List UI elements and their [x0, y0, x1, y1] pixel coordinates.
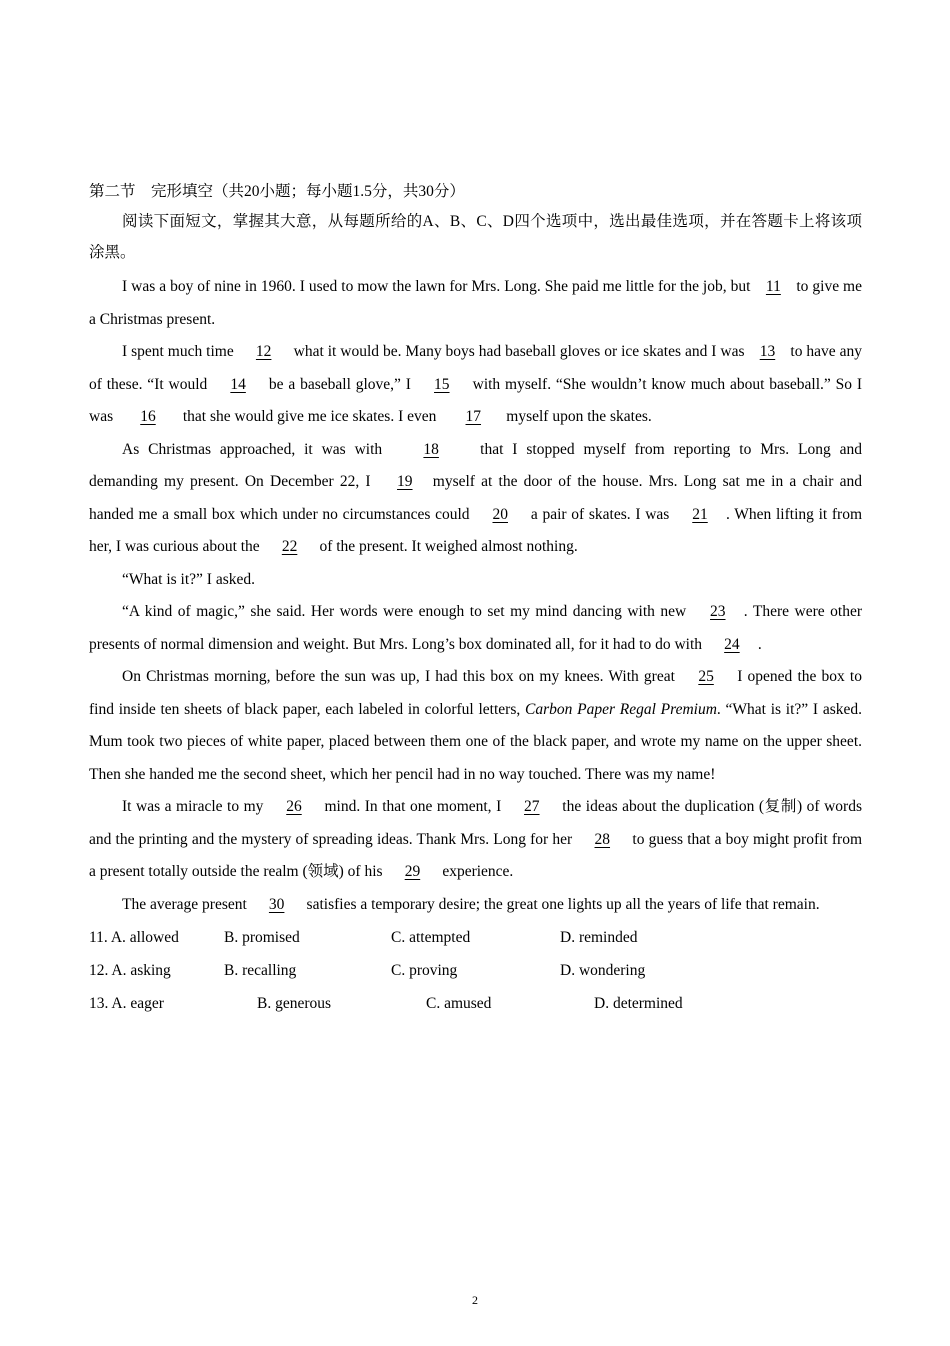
option-a: 11. A. allowed: [89, 929, 179, 946]
option-c: C. amused: [426, 995, 492, 1012]
question-options: [89, 921, 862, 1020]
text: myself upon the skates.: [506, 408, 652, 425]
blank-23: 23: [710, 603, 726, 620]
option-b: B. recalling: [224, 962, 297, 979]
blank-29: 29: [404, 863, 421, 880]
blank-28: 28: [594, 830, 611, 848]
text: “A kind of magic,” she said. Her words were enough to set my mind dancing with new: [122, 603, 692, 620]
text: On Christmas morning, before the sun was up, I had this box on my knees. With great: [122, 668, 681, 685]
text: that she would give me ice skates. I even: [178, 408, 441, 425]
blank-22: 22: [281, 538, 298, 555]
text: the ideas about the duplication (复制) of words and the printing and the mystery of spreading ideas. Thank Mrs. Long for her: [89, 798, 862, 848]
blank-13: 13: [759, 343, 776, 360]
page-number: 2: [472, 1293, 478, 1307]
question-13: [89, 987, 862, 1020]
passage-paragraph-6: [89, 661, 862, 791]
text: .: [757, 635, 762, 653]
blank-15: 15: [434, 375, 450, 393]
text: . There were other presents of normal dimension and weight. But Mrs. Long’s box dominated all, for it had to do with: [89, 603, 862, 653]
passage-paragraph-8: [89, 889, 862, 922]
text: of the present. It weighed almost nothing.: [315, 538, 578, 555]
option-d: D. wondering: [560, 962, 646, 979]
instruction: 阅读下面短文，掌握其大意，从每题所给的A、B、C、D四个选项中，选出最佳选项，并在答题卡上将该项涂黑。: [89, 213, 862, 261]
section-title: 第二节 完形填空（共20小题；每小题1.5分，共30分）: [89, 183, 465, 200]
blank-17: 17: [465, 408, 482, 425]
option-d: D. determined: [594, 995, 683, 1012]
passage-paragraph-2: [89, 336, 862, 434]
text: I spent much time: [122, 343, 238, 360]
blank-19: 19: [397, 473, 413, 490]
text: myself at the door of the house. Mrs. Long sat me in a chair and handed me a small box which under no circumstances could: [89, 473, 862, 523]
product-name: Carbon Paper Regal Premium: [524, 700, 717, 718]
blank-30: 30: [268, 895, 285, 913]
text: experience.: [438, 863, 514, 880]
text: It was a miracle to my: [122, 798, 268, 815]
text: . “What is it?” I asked. Mum took two pieces of white paper, placed between them one of the black paper, and wrote my name on the upper sheet. Then she handed me the second sheet, which her pencil had in no way touched. There was my name!: [89, 700, 862, 783]
blank-18: 18: [423, 440, 439, 458]
text: As Christmas approached, it was with: [122, 440, 383, 458]
text: I was a boy of nine in 1960. I used to mow the lawn for Mrs. Long. She paid me little for the job, but: [122, 278, 755, 295]
option-a: 13. A. eager: [89, 995, 164, 1012]
passage-paragraph-7: [89, 791, 862, 889]
blank-26: 26: [286, 798, 302, 815]
blank-25: 25: [698, 668, 714, 685]
passage-paragraph-5: [89, 596, 862, 661]
question-11: [89, 921, 862, 954]
text: to give me a Christmas present.: [89, 278, 862, 328]
text: I opened the box to find inside ten sheets of black paper, each labeled in colorful letters,: [89, 668, 862, 718]
text: . When lifting it from her, I was curious about the: [89, 505, 863, 555]
blank-11: 11: [765, 278, 781, 295]
text: be a baseball glove,” I: [264, 375, 416, 393]
text: The average present: [122, 895, 251, 913]
blank-14: 14: [230, 375, 246, 393]
text: that I stopped myself from reporting to Mrs. Long and demanding my present. On December 22, I: [89, 440, 862, 490]
blank-24: 24: [724, 635, 740, 653]
text: a pair of skates. I was: [526, 505, 674, 523]
passage-paragraph-3: [89, 434, 862, 564]
blank-16: 16: [140, 408, 156, 425]
option-d: D. reminded: [560, 929, 638, 946]
text: with myself. “She wouldn’t know much about baseball.” So I was: [89, 375, 862, 425]
passage-paragraph-1: [89, 271, 862, 336]
question-12: [89, 954, 862, 987]
blank-20: 20: [492, 505, 508, 523]
text: what it would be. Many boys had baseball gloves or ice skates and I was: [289, 343, 749, 360]
option-b: B. promised: [224, 929, 300, 946]
option-a: 12. A. asking: [89, 962, 171, 979]
blank-21: 21: [692, 505, 708, 523]
text: to have any of these. “It would: [89, 343, 862, 393]
blank-12: 12: [255, 343, 272, 360]
exam-page: [89, 178, 862, 1020]
blank-27: 27: [524, 798, 540, 815]
text: to guess that a boy might profit from a present totally outside the realm (领域) of his: [89, 830, 862, 880]
text: mind. In that one moment, I: [319, 798, 506, 815]
text: satisfies a temporary desire; the great one lights up all the years of life that remain.: [302, 895, 820, 913]
option-c: C. attempted: [391, 929, 471, 946]
option-b: B. generous: [257, 995, 332, 1012]
passage-paragraph-4: “What is it?” I asked.: [122, 570, 255, 588]
option-c: C. proving: [391, 962, 458, 979]
